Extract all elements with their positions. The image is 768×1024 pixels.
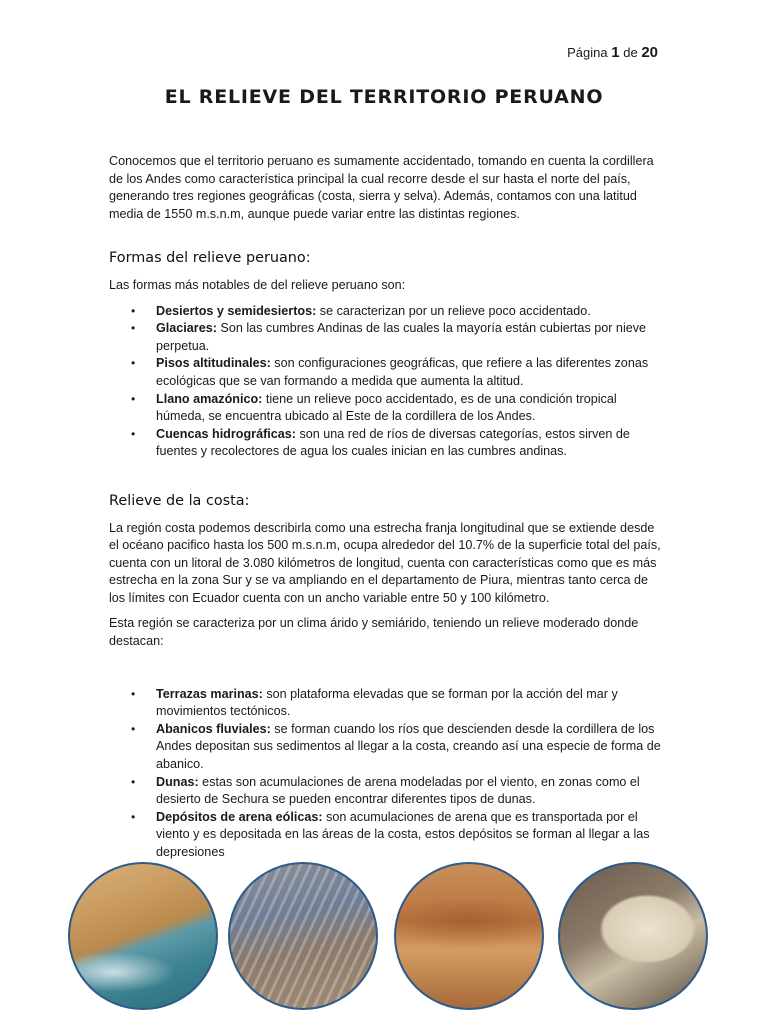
document-body	[109, 153, 661, 862]
bullet-icon: •	[131, 774, 136, 789]
bullet-icon: •	[131, 686, 136, 701]
item-text: se caracterizan por un relieve poco accidentado.	[316, 303, 591, 318]
sand-dunes-photo	[394, 862, 544, 1010]
item-text: estas son acumulaciones de arena modeladas por el viento, en zonas como el desierto de Sechura se pueden encontrar diferentes tipos de dunas.	[156, 774, 640, 807]
list-item	[109, 320, 661, 355]
bullet-icon: •	[131, 321, 136, 336]
coast-cliffs-photo	[68, 862, 218, 1010]
item-term: Abanicos fluviales:	[156, 721, 271, 736]
bullet-icon: •	[131, 426, 136, 441]
list-item	[109, 426, 661, 461]
formas-lead: Las formas más notables de del relieve peruano son:	[109, 277, 406, 292]
item-term: Glaciares:	[156, 321, 217, 336]
intro-paragraph: Conocemos que el territorio peruano es sumamente accidentado, tomando en cuenta la cordillera de los Andes como característica principal la cual recorre desde el sur hasta el norte del país, generando tres regiones geográficas (costa, sierra y selva). Además, contamos con una latitud media de 1550 m.s.n.m, aunque puede variar entre las distintas regiones.	[109, 154, 654, 221]
list-item	[109, 721, 661, 774]
list-item	[109, 355, 661, 390]
list-item	[109, 809, 661, 862]
list-item	[109, 686, 661, 721]
costa-list	[109, 686, 661, 862]
item-text: son una red de ríos de diversas categorías, estos sirven de fuentes y recolectores de agua los cuales inician en las cumbres andinas.	[156, 426, 630, 459]
item-term: Pisos altitudinales:	[156, 356, 271, 371]
bullet-icon: •	[131, 809, 136, 824]
item-text: son configuraciones geográficas, que refiere a las diferentes zonas ecológicas que se van formando a medida que aumenta la altitud.	[156, 356, 649, 388]
costa-paragraph-2: Esta región se caracteriza por un clima árido y semiárido, teniendo un relieve moderado donde destacan:	[109, 616, 639, 649]
bullet-icon: •	[131, 303, 136, 318]
costa-paragraph-1: La región costa podemos describirla como una estrecha franja longitudinal que se extiende desde el océano pacifico hasta los 500 m.s.n.m, ocupa alrededor del 10.7% de la superficie total del país, cuenta con un litoral de 3.080 kilómetros de longitud, cuenta con características como que es más estrecha en la zona Sur y se va ampliando en el departamento de Piura, mientras tanto cerca de los límites con Ecuador cuenta con un ancho variable entre 50 y 100 kilómetro.	[109, 520, 661, 605]
list-item	[109, 391, 661, 426]
item-text: tiene un relieve poco accidentado, es de una condición tropical húmeda, se encuentra ubicado al Este de la cordillera de los Andes.	[156, 391, 617, 424]
item-term: Llano amazónico:	[156, 391, 263, 406]
section-heading-formas: Formas del relieve peruano:	[109, 250, 311, 267]
photo-strip	[68, 862, 708, 1012]
document-title: EL RELIEVE DEL TERRITORIO PERUANO	[164, 86, 604, 108]
bullet-icon: •	[131, 721, 136, 736]
item-term: Terrazas marinas:	[156, 686, 263, 701]
item-text: se forman cuando los ríos que descienden desde la cordillera de los Andes depositan sus sedimentos al llegar a la costa, creando así una especie de forma de abanico.	[156, 721, 661, 772]
item-text: Son las cumbres Andinas de las cuales la mayoría están cubiertas por nieve perpetua.	[156, 321, 647, 353]
page-of-label: de	[623, 45, 638, 60]
list-item	[109, 774, 661, 809]
bullet-icon: •	[131, 356, 136, 371]
alluvial-fan-photo	[228, 862, 378, 1010]
item-text: son acumulaciones de arena que es transportada por el viento y es depositada en las áreas de la costa, estos depósitos se forman al llegar a las depresiones	[156, 809, 650, 859]
page-number	[567, 44, 658, 61]
list-item	[109, 303, 661, 321]
item-text: son plataforma elevadas que se forman por la acción del mar y movimientos tectónicos.	[156, 686, 618, 719]
item-term: Dunas:	[156, 774, 199, 789]
page-current: 1	[611, 44, 620, 61]
page-label: Página	[567, 45, 608, 60]
section-heading-costa: Relieve de la costa:	[109, 492, 250, 509]
item-term: Depósitos de arena eólicas:	[156, 809, 323, 824]
item-term: Cuencas hidrográficas:	[156, 426, 296, 441]
page-total: 20	[641, 44, 658, 61]
bullet-icon: •	[131, 391, 136, 406]
aeolian-sand-photo	[558, 862, 708, 1010]
item-term: Desiertos y semidesiertos:	[156, 303, 317, 318]
formas-list	[109, 303, 661, 461]
